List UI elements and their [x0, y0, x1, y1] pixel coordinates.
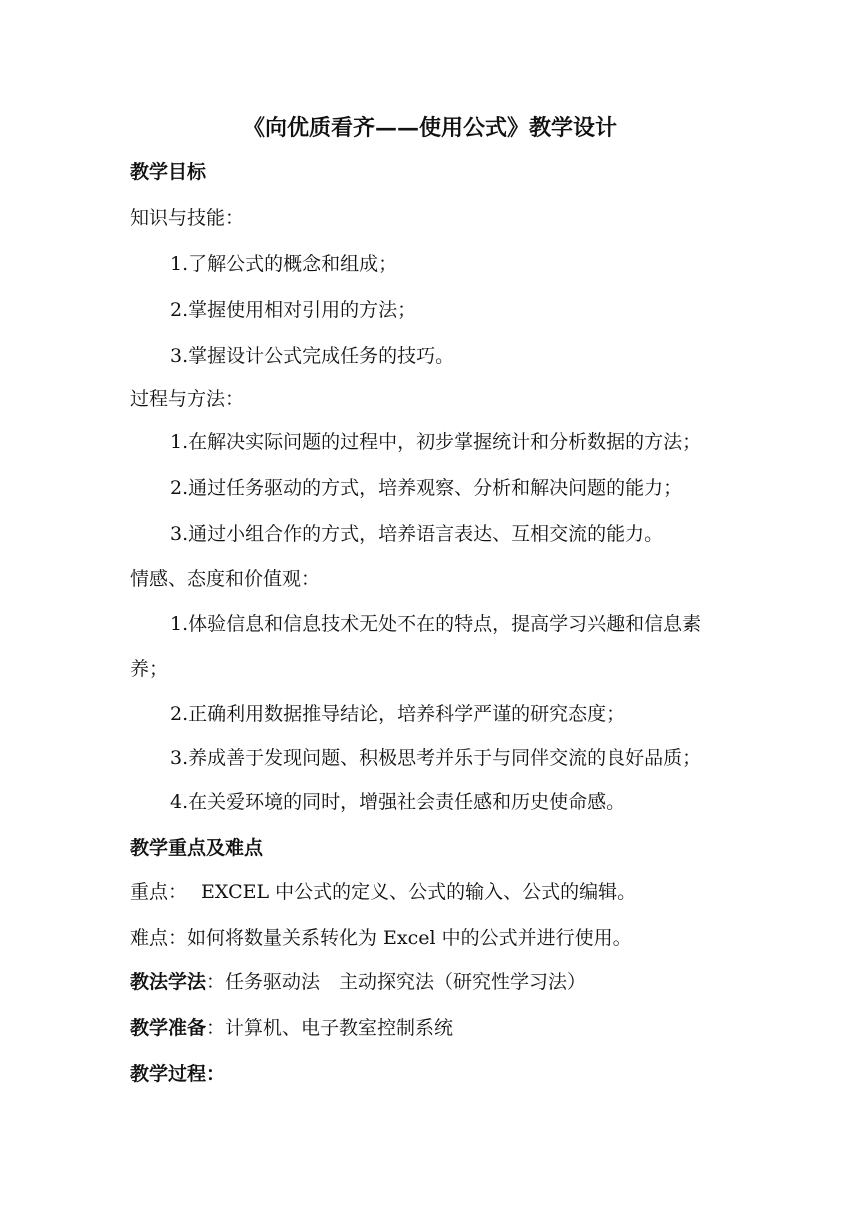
methods-text: ：任务驱动法 主动探究法（研究性学习法）: [206, 971, 587, 993]
focus-line: [130, 878, 636, 906]
process-item: 2.通过任务驱动的方式，培养观察、分析和解决问题的能力；: [170, 477, 683, 499]
process-item: 1.在解决实际问题的过程中，初步掌握统计和分析数据的方法；: [170, 431, 702, 453]
process-heading: 过程与方法：: [130, 388, 245, 410]
methods-label: 教法学法: [130, 971, 207, 993]
process-label: 教学过程：: [130, 1063, 226, 1085]
document-title: 《向优质看齐——使用公式》教学设计: [242, 115, 617, 141]
difficulty-line: [130, 924, 632, 952]
emotion-item: 4.在关爱环境的同时，增强社会责任感和历史使命感。: [170, 791, 626, 813]
process-item: 3.通过小组合作的方式，培养语言表达、互相交流的能力。: [170, 523, 664, 545]
preparation-line: [130, 1014, 453, 1042]
preparation-text: ：计算机、电子教室控制系统: [206, 1017, 454, 1039]
emotion-item: 3.养成善于发现问题、积极思考并乐于与同伴交流的良好品质；: [170, 747, 702, 769]
key-points-heading: 教学重点及难点: [130, 837, 264, 859]
focus-text: EXCEL 中公式的定义、公式的输入、公式的编辑。: [201, 881, 637, 903]
difficulty-label: 难点：: [130, 927, 188, 949]
emotion-item: 2.正确利用数据推导结论，培养科学严谨的研究态度；: [170, 703, 626, 725]
emotion-heading: 情感、态度和价值观：: [130, 568, 321, 590]
knowledge-item: 1.了解公式的概念和组成；: [170, 253, 398, 275]
knowledge-item: 2.掌握使用相对引用的方法；: [170, 299, 417, 321]
emotion-item-line1: 1.体验信息和信息技术无处不在的特点，提高学习兴趣和信息素: [170, 613, 702, 635]
knowledge-item: 3.掌握设计公式完成任务的技巧。: [170, 345, 455, 367]
emotion-item-line2: 养；: [130, 658, 169, 680]
objectives-heading: 教学目标: [130, 161, 207, 183]
focus-label: 重点：: [130, 881, 188, 903]
knowledge-heading: 知识与技能：: [130, 207, 245, 229]
preparation-label: 教学准备: [130, 1017, 207, 1039]
difficulty-text: 如何将数量关系转化为 Excel 中的公式并进行使用。: [187, 927, 632, 949]
methods-line: [130, 968, 586, 996]
